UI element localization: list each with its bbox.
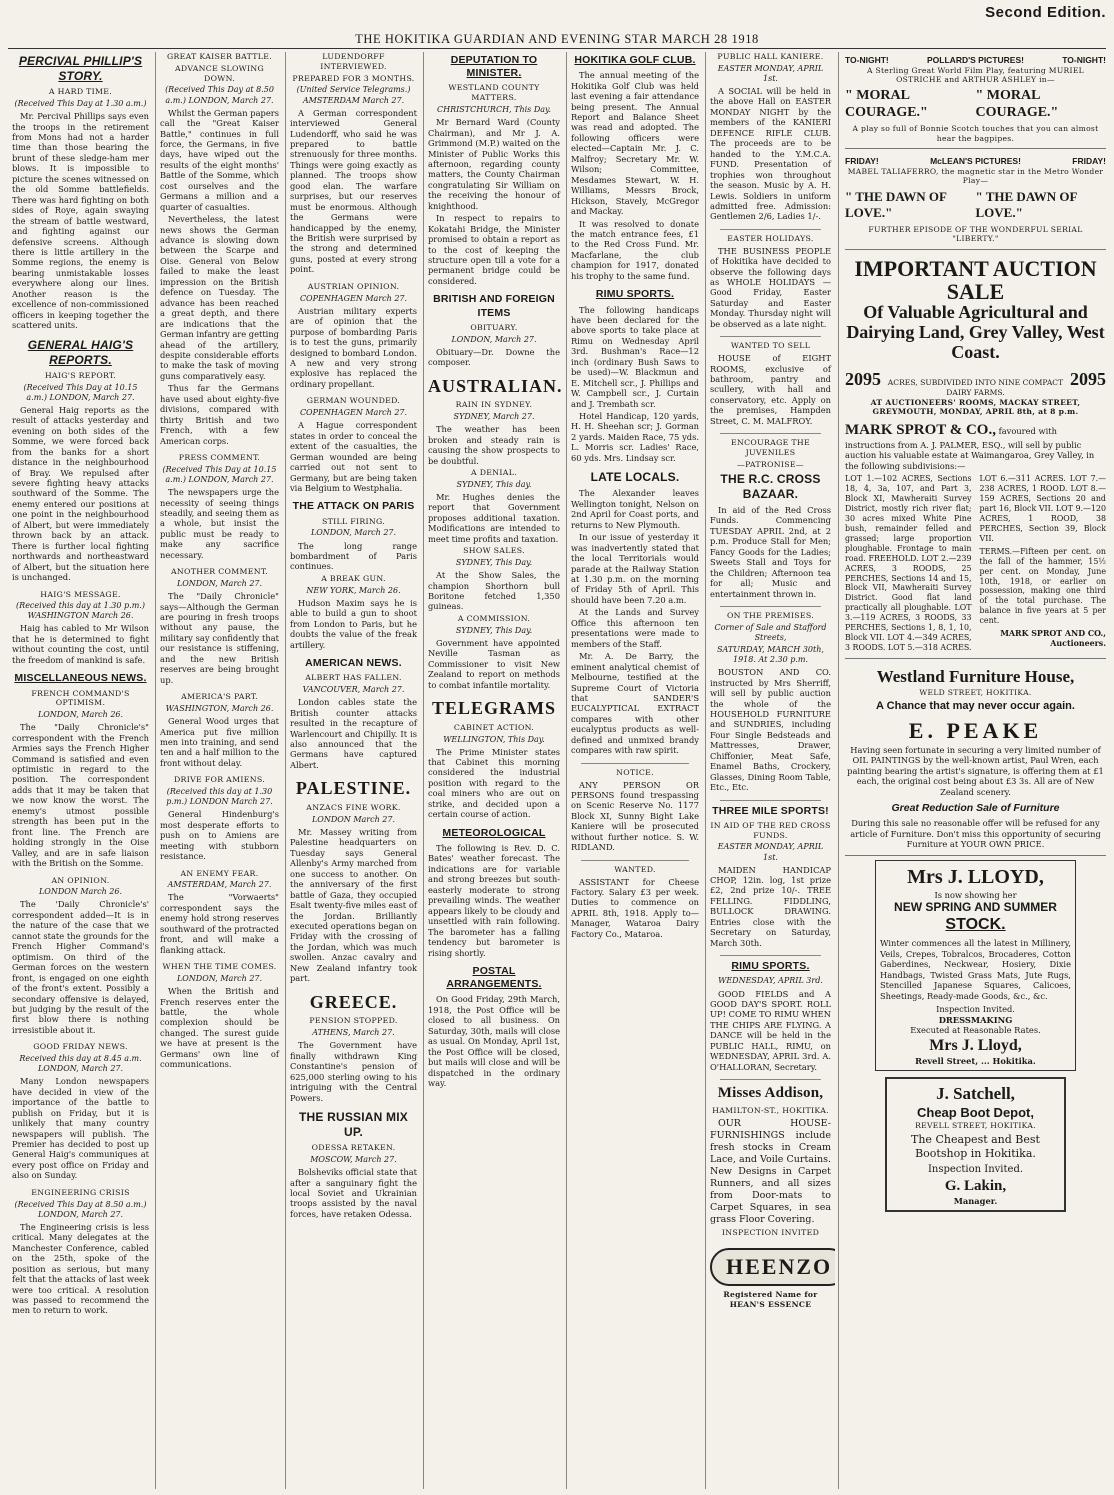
article-body: The "Vorwaerts" correspondent says the enemy hold strong reserves southward of the protracted front, and will make a flanking attack. (160, 892, 279, 955)
article-dateline: ATHENS, March 27. (312, 1028, 395, 1038)
article-subtitle: CABINET ACTION. (453, 722, 535, 732)
article-subtitle: A COMMISSION. (457, 613, 531, 623)
notice-trespass (571, 768, 699, 853)
heenzo-caption: Registered Name for HEAN'S ESSENCE (723, 1290, 818, 1309)
article-body: When the British and French reserves enter the battle, the whole complexion should be changed. The surest guide we have at present is the Germans' own line of communications. (160, 986, 279, 1070)
lloyd-inspect: Inspection Invited. (936, 1004, 1015, 1015)
acres-right: 2095 (1070, 369, 1106, 390)
ad-date: SATURDAY, MARCH 30th, 1918. At 2.30 p.m. (717, 644, 824, 665)
article-dateline: LONDON, March 27. (451, 334, 537, 344)
article-dateline: LONDON, March 26. (37, 710, 124, 720)
pictures-name: POLLARD'S PICTURES! (927, 55, 1024, 65)
article-body: Mr. Hughes denies the report that Government proposes additional taxation. Modifications are intended to meet time profits and taxation. (428, 491, 560, 544)
article-title: GREECE. (309, 991, 398, 1012)
auction-venue: AT AUCTIONEERS' ROOMS, MACKAY STREET, GREYMOUTH, MONDAY, APRIL 8th, at 8 p.m. (870, 397, 1081, 417)
article-title: PERCIVAL PHILLIP'S STORY. (18, 54, 143, 84)
article-title: AUSTRALIAN. (428, 375, 563, 396)
article-dateline: WASHINGTON, March 26. (165, 704, 274, 714)
store-name: Westland Furniture House, (876, 667, 1075, 687)
article-meteorological (428, 827, 560, 958)
article-another-comment (160, 567, 279, 685)
store-address: WELD STREET, HOKITIKA. (919, 687, 1032, 697)
article-body: At the Lands and Survey Office this afternoon ten presentations were made to members of the Staff. (571, 607, 699, 649)
ad-bazaar (710, 438, 831, 599)
friday-right: FRIDAY! (1072, 156, 1106, 167)
article-body: The following is Rev. D. C. Bates' weather forecast. The indications are for variable and strong breezes but south-easterly moderate to strong prevailing winds. The weather appears likely to be cloudy and unsettled with rain following. The barometer has a falling tendency but barometer is rising shortly. (428, 842, 560, 958)
masthead (0, 0, 1114, 50)
divider (720, 229, 821, 230)
pictures-name: McLEAN'S PICTURES! (930, 156, 1021, 167)
ad-subtitle: IN AID OF THE RED CROSS FUNDS. (710, 820, 831, 840)
edition-label: Second Edition. (985, 4, 1106, 21)
dawn-of-love-row (845, 189, 1106, 222)
ad-body: GOOD FIELDS and A GOOD DAY'S SPORT. ROLL UP! COME TO RIMU WHEN THE CHIPS ARE FLYING. A DANCE will be held in the PUBLIC HALL, RIMU, on WEDNESDAY, APRIL 3rd. A. O'HALLORAN, Secretary. (710, 988, 831, 1072)
notice-title: WANTED. (614, 864, 656, 874)
article-palestine (290, 777, 417, 983)
article-title: GOOD FRIDAY NEWS. (33, 1042, 128, 1052)
article-title: AMERICA'S PART. (181, 692, 258, 702)
auction-intro (845, 421, 1106, 471)
notice-body: ASSISTANT for Cheese Factory. Salary £3 per week. Duties to commence on APRIL 8th, 1918. Apply to—Manager, Wataroa Dairy Factory Co., Mataroa. (571, 876, 699, 939)
article-body: The following handicaps have been declared for the above sports to take place at Rimu on Wednesday April 3rd. Bushman's Race—12 inch (ordinary Bush Saws to be used)—W. Blackmun and E. Mitchell scr., J. Phillips and W. Campbell scr., J. Curtain and J. Trembath scr. (571, 304, 699, 409)
masthead-rule (8, 48, 1106, 49)
article-american-news (290, 657, 417, 770)
article-body: The 'Daily Chronicle's' correspondent added—It is in the nature of the case that we cannot state the grounds for the French Higher Command's optimism. On third of the German forces on the western front, is engaged on one eighth of the front's extent. Possibly a secondary offensive is delayed, but judging by the result of the first blow there is nothing irresistible about it. (12, 899, 149, 1035)
article-ludendorff (290, 52, 417, 275)
advertisements (838, 52, 1106, 1489)
article-drive-amiens (160, 775, 279, 861)
auction-headline: IMPORTANT AUCTION SALE (854, 255, 1097, 304)
article-late-locals (571, 470, 699, 755)
article-title: THE RUSSIAN MIX UP. (298, 1109, 408, 1140)
acres-text: ACRES, SUBDIVIDED INTO NINE COMPACT DAIRY FARMS. (887, 378, 1064, 398)
article-body: The Government have finally withdrawn King Constantine's pension of 625,000 sterling owing to his intriguing with the Central Powers. (290, 1040, 417, 1103)
acres-left: 2095 (845, 369, 881, 390)
pictures-intro: A Sterling Great World Film Play, featuring MURIEL OSTRICHE and ARTHUR ASHLEY in— (866, 65, 1085, 85)
friday-header (845, 156, 1106, 167)
satchell-tagline: The Cheapest and Best Bootshop in Hokitika. (911, 1133, 1040, 1161)
article-body: The long range bombardment of Paris continues. (290, 540, 417, 572)
ad-westland-furniture (845, 663, 1106, 855)
article-austrian-opinion (290, 282, 417, 390)
article-title: HOKITIKA GOLF CLUB. (574, 54, 696, 66)
article-title: GERMAN WOUNDED. (306, 396, 401, 406)
peake-name: E. PEAKE (908, 717, 1043, 743)
lloyd-stock: STOCK. (945, 916, 1006, 934)
article-body: Mr. A. De Barry, the eminent analytical chemist of Melbourne, testified at the Supreme Court of Victoria that SANDER'S EUCALYPTICAL EXTRACT compares with other eucalyptus products as well-defined and unmixed brandy compares with raw spirit. (571, 651, 699, 756)
article-body: Mr Bernard Ward (County Chairman), and Mr J. A. Grimmond (M.P.) waited on the Minister of Public Works this afternoon, regarding county matters, the County Chairman congratulating Sir William on the receiving the honour of knighthood. (428, 117, 560, 211)
lloyd-name: Mrs J. LLOYD, (907, 865, 1044, 888)
article-body: Hudson Maxim says he is able to build a gun to shoot from London to Paris, but he doubts the value of the freak artillery. (290, 597, 417, 650)
ad-date: WEDNESDAY, APRIL 3rd. (718, 976, 823, 986)
film-caption: A play so full of Bonnie Scotch touches that you can almost hear the bagpipes. (852, 124, 1099, 143)
article-body: It was resolved to donate the match entrance fees, £1 to the Red Cross Fund. Mr. Macfarlane, the club champion for 1917, donated his trophy to the same fund. (571, 218, 699, 281)
chance-headline: A Chance that may never occur again. (876, 700, 1075, 713)
article-title: AN ENEMY FEAR. (180, 868, 259, 878)
moral-courage-row (845, 87, 1106, 122)
article-body: The newspapers urge the necessity of seeing things steadily, and seeing them as a whole, but insist the public must be ready to make any sacrifice necessary. (160, 487, 279, 560)
divider (581, 763, 689, 764)
auction-subheadline: Of Valuable Agricultural and Dairying Land, Grey Valley, West Coast. (846, 302, 1105, 362)
ad-mcleans-pictures (845, 153, 1106, 250)
ad-body: A SOCIAL will be held in the above Hall on EASTER MONDAY NIGHT by the members of the KANIERI DEFENCE RIFLE CLUB. The proceeds are to be handed to the Y.M.C.A. FUND. Presentation of trophies won throughout the season. Music by A. H. Lewis. Soldiers in uniform admitted free. Admission: Gentlemen 2/6, Ladies 1/-. (710, 85, 831, 222)
article-title: PRESS COMMENT. (178, 453, 261, 463)
ad-rimu-sports (710, 960, 831, 1072)
ad-title: EASTER HOLIDAYS. (727, 233, 814, 243)
ad-misses-addison (710, 1084, 831, 1237)
article-miscellaneous (12, 672, 149, 868)
article-dateline: COPENHAGEN March 27. (299, 408, 408, 418)
lloyd-text: Winter commences all the latest in Millinery, Veils, Crepes, Tobralcos, Brocaderes, Cotton Gaberdines, Neckwear, Hosiery, Dixie Handbags, Twisted Grass Mats, Jute Rugs, Stencilled Japanese Squares, Calicoes, Sheetings, Ready-made Goods, &c., &c. (880, 938, 1071, 1001)
article-attack-paris (290, 500, 417, 650)
article-rimu-sports (571, 288, 699, 463)
article-title: GREAT KAISER BATTLE. (166, 52, 273, 61)
ad-body: BOUSTON AND CO. instructed by Mrs Sherriff, will sell by public auction the whole of the HOUSEHOLD FURNITURE and SUNDRIES, including Four Single Bedsteads and Mattresses, Drawer, Chiffonier, Meat Safe, Enamel Baths, Crockery, Glasses, Dining Room Table, Etc., Etc. (710, 667, 831, 793)
film-title-left: " THE DAWN OF LOVE." (845, 189, 947, 221)
lloyd-dressmaking-sub: Executed at Reasonable Rates. (910, 1025, 1041, 1036)
tonight-left: TO-NIGHT! (845, 55, 889, 65)
article-title: HAIG'S MESSAGE. (40, 589, 121, 599)
article-title: GENERAL HAIG'S REPORTS. (27, 337, 134, 367)
lloyd-name-footer: Mrs J. Lloyd, (929, 1036, 1022, 1054)
article-dateline: SYDNEY, This Day. (455, 625, 533, 635)
article-haig-message (12, 590, 149, 666)
article-title: AMERICAN NEWS. (305, 657, 402, 670)
article-dateline: (Received This Day at 1.30 a.m.) (14, 99, 147, 109)
ad-subtitle: EASTER MONDAY, APRIL 1st. (717, 63, 824, 83)
article-title: AN OPINION. (51, 875, 110, 885)
ad-title: WANTED TO SELL (730, 341, 811, 351)
lloyd-showing: Is now showing her (934, 889, 1017, 900)
ad-wanted-to-sell (710, 341, 831, 426)
ad-body: THE BUSINESS PEOPLE of Hokitika have decided to observe the following days as WHOLE HOLIDAYS —Good Friday, Easter Saturday and Easter Monday. Thursday night will be observed as a late night. (710, 245, 831, 329)
article-title: METEOROLOGICAL (442, 826, 546, 839)
column-2 (155, 52, 283, 1489)
article-subtitle: STILL FIRING. (321, 516, 386, 526)
article-subtitle: A HARD TIME. (48, 87, 113, 97)
article-body: Austrian military experts are of opinion that the purpose of bombarding Paris is to test the guns, primarily designed to bombard London. A new and very strong explosive has replaced the ordinary propellant. (290, 305, 417, 389)
article-title: ANOTHER COMMENT. (170, 567, 269, 577)
article-subtitle: A BREAK GUN. (321, 573, 386, 583)
film-title-right: " MORAL COURAGE." (975, 87, 1059, 121)
auction-intro-text: favoured with instructions from A. J. PALMER, ESQ., will sell by public auction his valuable estate at Waimangaroa, Grey Valley, in the following subdivisions:— (845, 425, 1095, 471)
ad-auction-sale (845, 254, 1106, 659)
lloyd-address: Revell Street, ... Hokitika. (915, 1055, 1036, 1066)
article-subtitle: OBITUARY. (470, 322, 518, 332)
article-dateline: MOSCOW, March 27. (310, 1155, 397, 1164)
serial-caption: FURTHER EPISODE OF THE WONDERFUL SERIAL "LIBERTY." (868, 224, 1083, 244)
lloyd-spring: NEW SPRING AND SUMMER (894, 900, 1057, 915)
article-title: BRITISH AND FOREIGN ITEMS (433, 293, 555, 319)
article-body: The annual meeting of the Hokitika Golf Club was held last evening a fair attendance being present. The Annual Report and Balance Sheet was read and adopted. The following officers were elected—Captain Mr. J. C. Malfroy; Secretary Mr. W. Wilson; Committee, Mesdames Stewart, W. H. Williams, Messrs Brock, Hickson, Stavely, McGregor and Mackay. (571, 70, 699, 217)
ad-title: THREE MILE SPORTS! (712, 804, 829, 817)
article-title: ENGINEERING CRISIS (31, 1187, 130, 1197)
article-body: General Wood urges that America put five million men into training, and send ten and a half million to the front without delay. (160, 716, 279, 768)
article-title: RIMU SPORTS. (595, 288, 675, 301)
article-dateline: CHRISTCHURCH, This Day. (436, 105, 552, 115)
article-body: In our issue of yesterday it was inadvertently stated that the local Territorials would parade at the Railway Station at 1.30 p.m. on the morning of Friday 5th of April. This should have been 7.20 a.m. (571, 532, 699, 605)
article-greece (290, 991, 417, 1103)
article-an-opinion (12, 876, 149, 1036)
article-body: In respect to repairs to Kokatahi Bridge, the Minister promised to obtain a report as to the cost of keeping the structure open till a vote for a permanent bridge could be considered. (428, 213, 560, 286)
article-america-part (160, 692, 279, 768)
auctioneer-sign: MARK SPROT AND CO., Auctioneers. (1000, 629, 1106, 649)
article-dateline: (United Service Telegrams.) AMSTERDAM March 27. (296, 85, 411, 105)
column-5 (566, 52, 703, 1489)
article-title: DRIVE FOR AMIENS. (173, 775, 265, 785)
divider (720, 955, 821, 956)
article-enemy-fear (160, 869, 279, 956)
article-dateline: (Received This Day at 8.50 a.m.) LONDON, March 27. (165, 85, 274, 105)
article-good-friday (12, 1042, 149, 1181)
article-dateline: SYDNEY, March 27. (453, 412, 535, 422)
ad-body: MAIDEN HANDICAP CHOP, 12in. log, 1st prize £2, 2nd prize 10/-. TREE FELLING. FIDDLING, BULLOCK DRAWING. Entries close with the Secretary on Saturday, March 30th. (710, 864, 831, 948)
running-head: THE HOKITIKA GUARDIAN AND EVENING STAR MARCH 28 1918 (355, 32, 759, 46)
divider (720, 800, 821, 801)
article-subtitle: A DENIAL. (471, 468, 517, 477)
article-body: Bolsheviks official state that after a sanguinary fight the local Soviet and Ukrainian troops assisted by the naval forces, have retaken Odessa. (290, 1167, 417, 1219)
article-german-wounded (290, 396, 417, 493)
auctioneer-name: MARK SPROT & CO., (845, 421, 996, 438)
acres-row (845, 368, 1106, 397)
article-title: PALESTINE. (295, 778, 412, 799)
ad-headline: THE R.C. CROSS BAZAAR. (720, 471, 821, 501)
article-body: A Hague correspondent states in order to conceal the extent of the casualties, the German wounded are being carried out not sent to Germany, but are being taken via Belgium to Westphalia. (290, 420, 417, 493)
article-dateline: LONDON, March 27. (176, 974, 263, 984)
reduction-headline: Great Reduction Sale of Furniture (891, 801, 1060, 814)
divider (720, 336, 821, 337)
article-body: Many London newspapers have decided in view of the importance of the battle to publish on Friday, but it is unlikely that many country newspapers will publish. The Premier has decided to post up General Haig's communiques at every post office on Friday and also on Sunday. (12, 1076, 149, 1181)
article-subtitle: ALBERT HAS FALLEN. (305, 673, 402, 683)
dawn-intro: MABEL TALIAFERRO, the magnetic star in the Metro Wonder Play— (847, 166, 1104, 186)
ad-title: PUBLIC HALL KANIERE. (717, 52, 824, 61)
column-6 (705, 52, 835, 1489)
article-dateline: SYDNEY, This day. (456, 479, 532, 489)
ad-subtitle: Corner of Sale and Stafford Streets, (714, 622, 827, 642)
ad-title: Misses Addison, (717, 1085, 824, 1102)
article-title: LATE LOCALS. (590, 470, 680, 485)
divider (720, 1079, 821, 1080)
article-haig-reports (12, 338, 149, 583)
article-dateline: COPENHAGEN March 27. (299, 293, 408, 303)
heenzo-logo: HEENZO (710, 1248, 835, 1286)
divider (581, 860, 689, 861)
satchell-manager-name: G. Lakin, (944, 1177, 1007, 1194)
notice-title: NOTICE. (616, 767, 654, 777)
ad-kaniere-hall (710, 52, 831, 222)
article-body: The "Daily Chronicle" says—Although the German are pouring in fresh troops without any pause, the military say confidently that our resistance is stiffening, and the new British reserves are being brought up. (160, 591, 279, 685)
article-golf-club (571, 54, 699, 281)
article-deputation (428, 54, 560, 286)
article-dateline: SYDNEY, This Day. (455, 557, 533, 567)
column-1 (8, 52, 153, 1489)
article-body: Whilst the German papers call the "Great Kaiser Battle," continues in full force, the Germans, in five days, have wiped out the results of the eight months' Battle of the Somme, which cost ourselves and the Germans a million and a quarter of casualties. (160, 107, 279, 212)
column-3 (285, 52, 421, 1489)
peake-text: Having seen fortunate in securing a very limited number of OIL PAINTINGS by the well-known artist, Paul Wren, each painting bearing the artist's signature, is offering them at £1 each, the original cost being about £3 3s. All are of New Zealand scenery. (847, 744, 1104, 797)
article-title: MISCELLANEOUS NEWS. (14, 672, 147, 685)
satchell-depot: Cheap Boot Depot, (917, 1104, 1034, 1120)
article-kaiser-battle (160, 52, 279, 446)
tonight-right: TO-NIGHT! (1062, 55, 1106, 65)
article-subtitle: WESTLAND COUNTY MATTERS. (448, 83, 540, 103)
article-dateline: (Received This Day at 10.15 a.m.) LONDON, March 27. (23, 382, 138, 402)
satchell-address: REVELL STREET, HOKITIKA. (915, 1120, 1036, 1130)
article-body: General Hindenburg's most desperate efforts to push on to Amiens are meeting with stubborn resistance. (160, 809, 279, 862)
reduction-text: During this sale no reasonable offer will be refused for any article of Furniture. Don't miss this opportunity of securing Furniture at YOUR OWN PRICE. (850, 818, 1101, 850)
article-dateline: (Received this day at 1.30 p.m.) LONDON March 27. (166, 787, 273, 807)
article-dateline: (Received this day at 1.30 p.m.) WASHINGTON March 26. (16, 601, 145, 621)
article-title: THE ATTACK ON PARIS (292, 500, 415, 513)
friday-left: FRIDAY! (845, 156, 879, 167)
divider (720, 606, 821, 607)
satchell-name: J. Satchell, (936, 1084, 1015, 1104)
article-title: POSTAL ARRANGEMENTS. (446, 964, 542, 991)
article-body: Thus far the Germans have used about eighty-five divisions, compared with thirty British and two French, with a few American corps. (160, 383, 279, 446)
film-title-right: " THE DAWN OF LOVE." (975, 189, 1077, 221)
ad-subtitle: HAMILTON-ST., HOKITIKA. (712, 1106, 829, 1116)
article-dateline: NEW YORK, March 26. (306, 585, 401, 595)
article-title: TELEGRAMS (431, 698, 557, 719)
article-subtitle: RAIN IN SYDNEY. (455, 400, 533, 410)
article-body: At the Show Sales, the champion Shorthorn bull Boritone fetched 1,350 guineas. (428, 570, 560, 612)
article-subtitle: ANZACS FINE WORK. (306, 803, 401, 812)
lloyd-dressmaking: DRESSMAKING (938, 1014, 1013, 1025)
article-body: Obituary—Dr. Downe the composer. (428, 346, 560, 368)
lots-text: LOT 1.—102 ACRES, Sections 18, 4, 3a, 107, and Part 3, Block XI, Mawheraiti Survey District, mostly rich river flat; 30 acres mixed White Pine bush, remainder felled and grassed; large proportion ploughable. Frontage to main road. FREEHOLD. LOT 2.—239 ACRES, 3 ROODS, 25 PERCHES, Sections 14 and 15, Block VII, Mawheraiti Survey District. Good flat land practically all ploughable. LOT 3.—119 ACRES, 3 ROODS, 33 PERCHES, Sections 1, 8, 1, 10, Block VII. LOT 4.—349 ACRES, 3 ROODS. LOT 5.—318 ACRES. LOT 6.—311 ACRES. LOT 7.—238 ACRES, 1 ROOD. LOT 8.—159 ACRES, Sections 20 and part 16, Block VII. LOT 9.—120 ACRES, 1 ROOD, 38 PERCHES, Section 39, Block VII. (845, 473, 1106, 653)
ad-auction-premises (710, 611, 831, 793)
article-body: Mr. Percival Phillips says even the troops in the retirement from Mons had not a harder time than those bearing the brunt of these sledge-ham mer blows. It is impossible to picture the scenes witnessed on the old Somme battlefields. There was hard fighting on both sides of Roye, again swaying the stream of battle westward, and fighting against our defensive screens. Although there is little artillery in the Somme regions, the enemy is bearing unmistakable losses everywhere along our lines. Another reason is the excellence of non-commissioned officers in keeping together the scattered units. (12, 111, 149, 331)
notice-wanted (571, 865, 699, 940)
article-title: LUDENDORFF INTERVIEWED. (320, 52, 387, 71)
film-title-left: " MORAL COURAGE." (845, 87, 928, 121)
article-dateline: VANCOUVER, March 27. (302, 685, 405, 695)
article-percival-phillips (12, 54, 149, 331)
ad-title: ON THE PREMISES. (726, 611, 815, 621)
article-dateline: (Received This Day at 8.50 a.m.) LONDON, March 27. (14, 1199, 147, 1219)
ad-pollards-pictures (845, 52, 1106, 149)
column-4 (423, 52, 564, 1489)
ad-title: ENCOURAGE THE JUVENILES (731, 438, 810, 458)
ad-satchell (885, 1077, 1066, 1212)
divider (720, 433, 821, 434)
article-russian-mixup (290, 1110, 417, 1219)
ad-heenzo (710, 1244, 831, 1309)
article-body: London cables state the British counter attacks resulted in the recapture of Warlencourt and Chipilly. It is also announced that the Germans have captured Albert. (290, 697, 417, 770)
satchell-inspect: Inspection Invited. (927, 1164, 1024, 1176)
satchell-manager-title: Manager. (953, 1195, 998, 1206)
article-body: On Good Friday, 29th March, 1918, the Post Office will be closed to all business. On Saturday, 30th, mails will close as usual. On Monday, April 1st, the Post Office will be closed, but mails will close and will be dispatched in the ordinary way. (428, 994, 560, 1089)
article-dateline: LONDON March 26. (38, 887, 123, 897)
article-title: AUSTRIAN OPINION. (307, 281, 400, 291)
article-postal (428, 965, 560, 1089)
article-body: Haig has cabled to Mr Wilson that he is determined to fight without counting the cost, until the freedom of mankind is safe. (12, 623, 149, 665)
article-press-comment (160, 453, 279, 560)
terms-text: TERMS.—Fifteen per cent. on the fall of the hammer, 15½ per cent. on Monday, June 10th, 1918, or earlier on possession, making one third of the total purchase. The balance in five years at 5 per cent. (979, 546, 1106, 626)
ad-body: In aid of the Red Cross Funds. Commencing TUESDAY APRIL 2nd, at 2 p.m. Produce Stall for Men; Fancy Goods for the Ladies; Sweets Stall and Toys for the Children; Afternoon tea for all; Music and entertainment thrown in. (710, 504, 831, 599)
article-body: Government have appointed Neville Tasman as Commissioner to visit New Zealand to report on methods to combat infantile mortality. (428, 637, 560, 690)
article-subtitle: HAIG'S REPORT. (44, 370, 117, 380)
article-dateline: LONDON, March 27. (176, 579, 263, 589)
article-dateline: WELLINGTON, This Day. (443, 734, 545, 744)
article-british-foreign (428, 293, 560, 367)
ad-subtitle: —PATRONISE— (736, 459, 805, 469)
article-body: The weather has been broken and steady rain is causing the show prospects to be doubtful. (428, 424, 560, 466)
article-subtitle: ADVANCE SLOWING DOWN. (175, 63, 264, 83)
article-subtitle: SHOW SALES. (463, 546, 525, 556)
article-dateline: AMSTERDAM, March 27. (167, 880, 272, 890)
ad-body: OUR HOUSE-FURNISHINGS include fresh stocks in Cream Lace, and Voile Curtains. New Designs in Carpet Runners, and all sizes from Door-mats to Carpet Squares, in sea grass Floor Covering. (710, 1117, 831, 1225)
article-title: DEPUTATION TO MINISTER. (450, 54, 538, 80)
article-time-comes (160, 962, 279, 1070)
ad-easter-holidays (710, 234, 831, 329)
pictures-header (845, 55, 1106, 66)
article-subtitle: PENSION STOPPED. (309, 1016, 398, 1026)
article-body: The "Daily Chronicle's" correspondent with the French Armies says the French Higher Command is satisfied and even optimistic in regard to the position. The correspondent adds that it may be taken that we now know the worst. The enemy's utmost possible strength has been put in the front line. The French are holding strongly in the Oise Valley, and are in safe liaison with the British on the Somme. (12, 722, 149, 869)
article-dateline: Received this day at 8.45 a.m. LONDON, March 27. (19, 1054, 142, 1074)
article-subtitle: FRENCH COMMAND'S OPTIMISM. (31, 688, 130, 708)
article-body: The Prime Minister states that Cabinet this morning considered the industrial position with regard to the coal miners who are out on strike, and decided upon a certain course of action. (428, 746, 560, 820)
article-title: WHEN THE TIME COMES. (162, 962, 277, 972)
ad-title: RIMU SPORTS. (731, 960, 810, 973)
article-body: Hotel Handicap, 120 yards, H. H. Sheehan scr; J. Gorman 2 yards. Maiden Race, 75 yds. L. Morris scr. Ladies' Race, 60 yds. Mrs. Lindsay scr. (571, 411, 699, 463)
article-body: Nevertheless, the latest news shows the German advance is slowing down between the Scarpe and Oise. General von Below failed to make the least impression on the British defence on Tuesday. The advance has been reached a great depth, and there are indications that the German infantry are getting ahead of the artillery, despite considerable efforts to make the task of moving guns comparatively easy. (160, 214, 279, 381)
article-dateline: LONDON March 27. (311, 814, 396, 824)
article-body: The Alexander leaves Wellington tonight, Nelson on 2nd April for Coast ports, and returns to New Plymouth. (571, 488, 699, 530)
ad-footer: INSPECTION INVITED (721, 1227, 820, 1237)
article-subtitle: ODESSA RETAKEN. (311, 1143, 396, 1153)
article-australian (428, 375, 563, 690)
article-dateline: (Received This Day at 10.15 a.m.) LONDON, March 27. (162, 464, 277, 484)
article-body: A German correspondent interviewed General Ludendorff, who said he was prepared to battle strenuously for three months. Things were going exactly as planned. The troops show good elan. The warfare surprises, but our reserves must be enormous. Although the Germans were handicapped by the enemy, the British were surprised by the strong and determined guns, posted at every strong point. (290, 107, 417, 275)
ad-three-mile-sports (710, 805, 831, 949)
article-body: General Haig reports as the result of attacks yesterday and evening on both sides of the Somme, we were forced back from the banks for a short distance in the neighbourhood of Bray. We repulsed after severe fighting heavy attacks southward of the Somme. The enemy entered our positions at one point in the neighbourhood of Albert, but were immediately thrown back by an attack. There is further local fighting northwards and northeastward of Albert, but the situation here is unchanged. (12, 404, 149, 583)
ad-date: EASTER MONDAY, APRIL 1st. (717, 842, 824, 862)
article-engineering-crisis (12, 1188, 149, 1316)
notice-body: ANY PERSON OR PERSONS found trespassing on Scenic Reserve No. 1177 Block XI, Sunny Bight Lake Kaniere will be prosecuted without further notice. S. W. RIDLAND. (571, 779, 699, 853)
article-telegrams (428, 697, 560, 820)
article-body: Mr. Massey writing from Palestine headquarters on Tuesday says General Allenby's Army marched from one success to another. On the anniversary of the first battle of Gaza, they occupied Esalt twenty-five miles east of the Jordan. Brilliantly executed operations began on Friday with the crossing of the Jordan, which was much swollen. Anzac cavalry and New Zealand infantry took part. (290, 826, 417, 984)
ad-body: HOUSE of EIGHT ROOMS, exclusive of bathroom, pantry and scullery, with hall and conservatory, etc. Apply on the premises, Hampden Street, C. M. MALFROY. (710, 353, 831, 426)
article-subtitle: PREPARED FOR 3 MONTHS. (292, 73, 415, 83)
ad-mrs-lloyd (875, 860, 1076, 1072)
article-body: The Engineering crisis is less critical. Many delegates at the Manchester Conference, cabled on the 25th, spoke of the position as serious, but many felt that the attacks of last week were too critical. A resolution was passed to recommend the men to return to work. (12, 1221, 149, 1316)
article-dateline: LONDON, March 27. (310, 528, 397, 538)
auction-lots (845, 474, 1106, 653)
